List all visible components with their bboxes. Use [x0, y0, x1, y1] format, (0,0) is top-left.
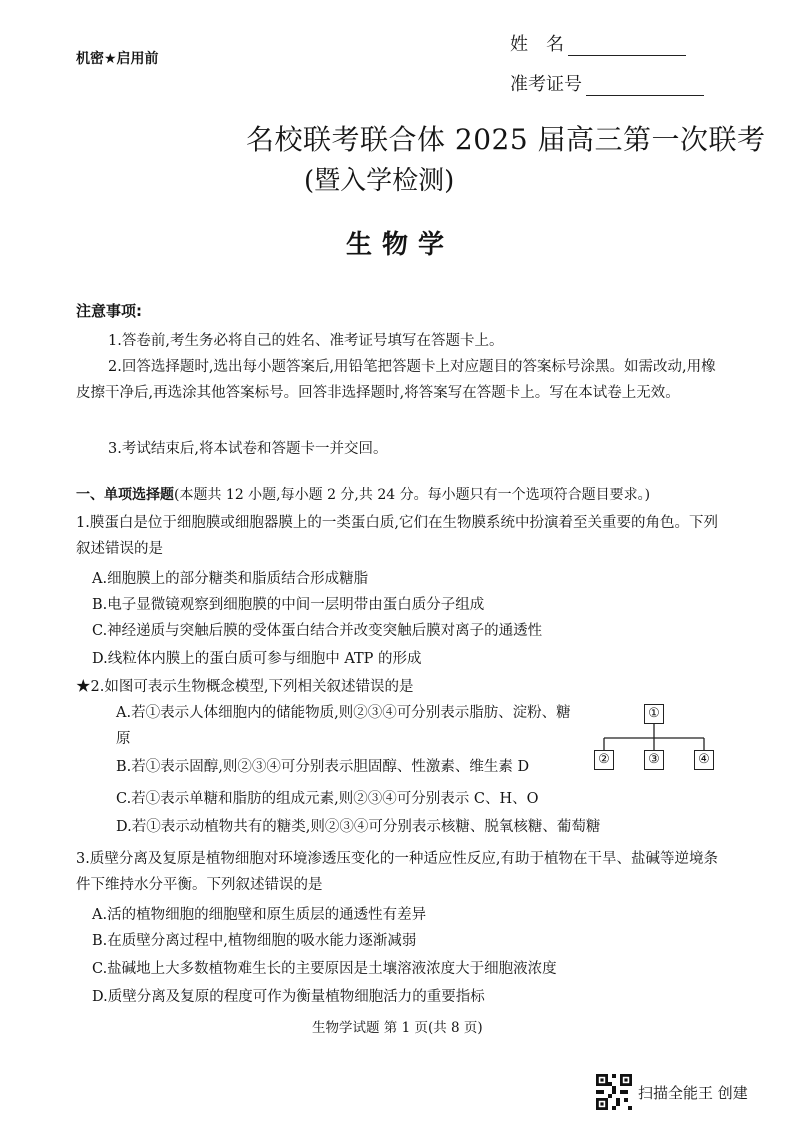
option-c: C.若①表示单糖和脂肪的组成元素,则②③④可分别表示 C、H、O — [116, 791, 539, 807]
option-a: A.若①表示人体细胞内的储能物质,则②③④可分别表示脂肪、淀粉、糖原 — [116, 705, 571, 747]
option-a: A.细胞膜上的部分糖类和脂质结合形成糖脂 — [92, 571, 369, 587]
section-title: 一、单项选择题 — [76, 487, 174, 503]
subject-title: 生物学 — [346, 230, 455, 260]
question-stem: 3.质壁分离及复原是植物细胞对环境渗透压变化的一种适应性反应,有助于植物在干旱、盐碱等逆境条件下维持水分平衡。下列叙述错误的是 — [76, 851, 718, 893]
concept-model-diagram — [592, 700, 718, 780]
name-field[interactable] — [510, 30, 686, 56]
exam-subtitle: (暨入学检测) — [304, 166, 455, 196]
option-d: D.质壁分离及复原的程度可作为衡量植物细胞活力的重要指标 — [92, 989, 485, 1005]
notice-item: 2.回答选择题时,选出每小题答案后,用铅笔把答题卡上对应题目的答案标号涂黑。如需改动,用橡皮擦干净后,再选涂其他答案标号。回答非选择题时,将答案写在答题卡上。写在本试卷上无效。 — [76, 359, 716, 401]
option-b: B.若①表示固醇,则②③④可分别表示胆固醇、性激素、维生素 D — [116, 759, 530, 775]
page-footer: 生物学试题 第 1 页(共 8 页) — [312, 1020, 483, 1036]
option-c: C.神经递质与突触后膜的受体蛋白结合并改变突触后膜对离子的通透性 — [92, 623, 543, 639]
exam-id-label: 准考证号 — [510, 74, 582, 95]
confidential-label: 机密★启用前 — [76, 51, 159, 67]
exam-id-blank-line[interactable] — [586, 75, 704, 96]
name-label: 姓 名 — [510, 34, 564, 55]
option-b: B.电子显微镜观察到细胞膜的中间一层明带由蛋白质分子组成 — [92, 597, 485, 613]
option-d: D.线粒体内膜上的蛋白质可参与细胞中 ATP 的形成 — [92, 651, 422, 667]
name-blank-line[interactable] — [568, 35, 686, 56]
notice-heading: 注意事项: — [76, 302, 142, 320]
diagram-node-child: ② — [594, 750, 614, 770]
diagram-node-top: ① — [644, 704, 664, 724]
diagram-node-child: ④ — [694, 750, 714, 770]
option-c: C.盐碱地上大多数植物难生长的主要原因是土壤溶液浓度大于细胞液浓度 — [92, 961, 557, 977]
option-d: D.若①表示动植物共有的糖类,则②③④可分别表示核糖、脱氧核糖、葡萄糖 — [116, 819, 601, 835]
scanner-watermark: 扫描全能王 创建 — [638, 1084, 748, 1102]
section-note: (本题共 12 小题,每小题 2 分,共 24 分。每小题只有一个选项符合题目要求。) — [174, 487, 651, 503]
exam-id-field[interactable] — [510, 70, 704, 96]
option-b: B.在质壁分离过程中,植物细胞的吸水能力逐渐减弱 — [92, 933, 417, 949]
question-stem: 1.膜蛋白是位于细胞膜或细胞器膜上的一类蛋白质,它们在生物膜系统中扮演着至关重要的角色。下列叙述错误的是 — [76, 515, 718, 557]
qr-code-icon — [596, 1074, 632, 1110]
section-heading — [76, 484, 650, 504]
notice-item: 1.答卷前,考生务必将自己的姓名、准考证号填写在答题卡上。 — [108, 333, 504, 349]
option-a: A.活的植物细胞的细胞壁和原生质层的通透性有差异 — [92, 907, 427, 923]
notice-item: 3.考试结束后,将本试卷和答题卡一并交回。 — [108, 441, 388, 457]
diagram-node-child: ③ — [644, 750, 664, 770]
question-stem: ★2.如图可表示生物概念模型,下列相关叙述错误的是 — [76, 679, 414, 695]
exam-title: 名校联考联合体 2025 届高三第一次联考 — [246, 123, 766, 156]
